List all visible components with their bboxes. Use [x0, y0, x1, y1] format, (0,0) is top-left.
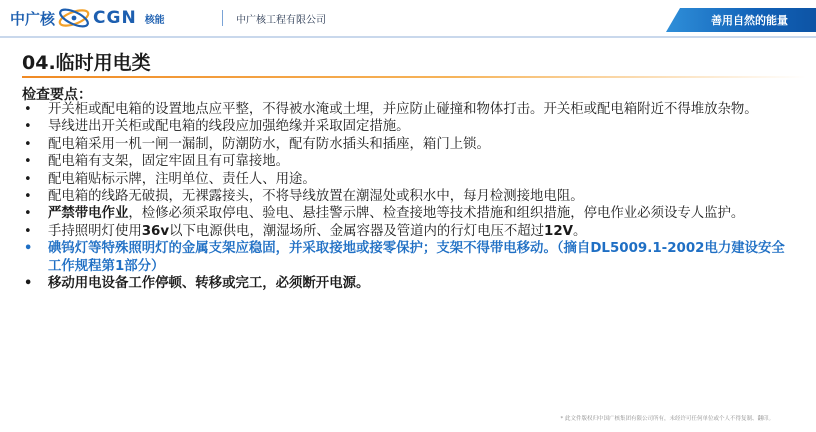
- copyright-note: * 此文件版权归中国广核集团有限公司所有，未经许可任何单位或个人不得复制、翻印。: [560, 416, 774, 422]
- list-item: [22, 171, 792, 188]
- list-item: [22, 275, 792, 292]
- header-divider: [222, 10, 223, 26]
- bullet-icon: •: [24, 171, 32, 187]
- bullet-icon: •: [24, 154, 32, 170]
- checkpoints-heading: 检查要点：: [22, 87, 92, 103]
- item-text: 配电箱采用一机一闸一漏制，防潮防水，配有防水插头和插座，箱门上锁。: [48, 136, 490, 152]
- header-bar: [0, 0, 816, 36]
- item-text: 以下电源供电，潮湿场所、金属容器及管道内的行灯电压不超过: [169, 223, 545, 239]
- item-text: 移动用电设备工作停顿、转移或完工，必须断开电源。: [48, 276, 370, 292]
- title-rule: [22, 76, 806, 78]
- bullet-icon: •: [24, 119, 32, 135]
- bullet-icon: •: [24, 136, 32, 152]
- item-text: 。: [573, 223, 587, 239]
- item-text: 手持照明灯使用: [48, 223, 142, 239]
- logo-cn-text: 中广核: [10, 9, 56, 28]
- item-text: 配电箱的线路无破损，无裸露接头，不将导线放置在潮湿处或积水中，每月检测接地电阻。: [48, 189, 584, 205]
- list-item: [22, 205, 792, 222]
- section-title: 04.临时用电类: [22, 52, 151, 74]
- item-text: 碘钨灯等特殊照明灯的金属支架应稳固，并采取接地或接零保护；支架不得带电移动。（摘自DL5009.1-2002电力建设安全工作规程第1部分）: [48, 241, 785, 274]
- logo-sub-text: 核能: [144, 14, 165, 26]
- bullet-icon: •: [24, 241, 33, 257]
- voltage-value: 36v: [141, 223, 170, 239]
- item-text: 导线进出开关柜或配电箱的线段应加强绝缘并采取固定措施。: [48, 119, 410, 135]
- bullet-icon: •: [24, 206, 32, 222]
- company-name: 中广核工程有限公司: [236, 15, 326, 26]
- cgn-logo: [10, 6, 165, 30]
- list-item: [22, 136, 792, 153]
- list-item: [22, 188, 792, 205]
- item-text: 配电箱贴标示牌，注明单位、责任人、用途。: [48, 171, 316, 187]
- bullet-icon: •: [24, 189, 32, 205]
- item-lead-bold: 严禁带电作业: [48, 206, 129, 222]
- list-item: [22, 153, 792, 170]
- item-text: 配电箱有支架，固定牢固且有可靠接地。: [48, 154, 290, 170]
- list-item: [22, 101, 792, 118]
- logo-en-text: CGN: [93, 8, 137, 28]
- item-text: ，检修必须采取停电、验电、悬挂警示牌、检查接地等技术措施和组织措施，停电作业必须设专人监护。: [128, 206, 745, 222]
- list-item: [22, 118, 792, 135]
- header-underline: [0, 36, 816, 38]
- bullet-icon: •: [24, 102, 32, 117]
- bullet-icon: •: [24, 223, 32, 239]
- item-text: 开关柜或配电箱的设置地点应平整，不得被水淹或土埋，并应防止碰撞和物体打击。开关柜或配电箱附近不得堆放杂物。: [48, 102, 758, 117]
- bullet-icon: •: [24, 276, 33, 292]
- atom-swirl-icon: [57, 8, 91, 28]
- checkpoint-list: [22, 101, 792, 292]
- list-item: [22, 223, 792, 240]
- voltage-value: 12V: [544, 223, 574, 239]
- slogan-text: 善用自然的能量: [711, 14, 788, 27]
- list-item-highlight: [22, 240, 792, 275]
